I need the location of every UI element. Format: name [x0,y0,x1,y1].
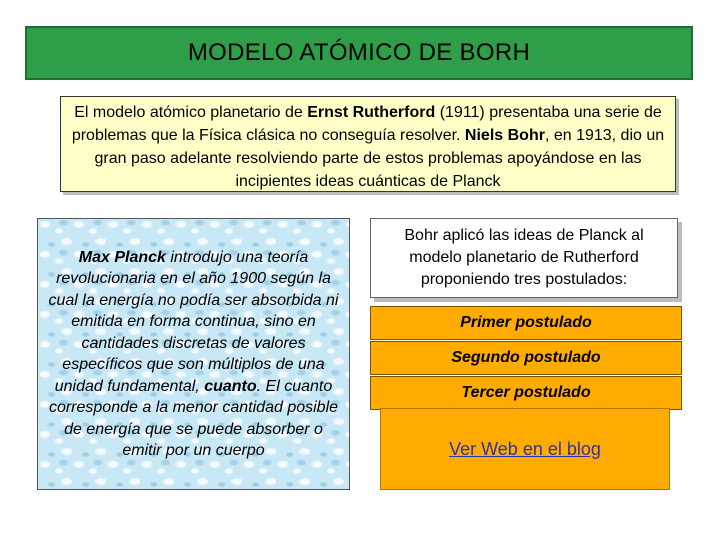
title-banner [25,26,693,80]
planck-text-1: introdujo una teoría revolucionaria en el año 1900 según la cual la energía no podía ser absorbida ni emitida en forma continua, sino en cantidades discretas de valores específicos que son múltiplos de una unidad fundamental, [48,248,339,395]
web-link-box [380,408,670,490]
page-title: MODELO ATÓMICO DE BORH [187,39,531,66]
postulate-2-button[interactable] [370,341,682,375]
intro-text-1: El modelo atómico planetario de [74,104,308,121]
postulate-1-button[interactable] [370,306,682,340]
planck-name: Max Planck [78,248,166,266]
postulate-2-label: Segundo postulado [451,349,601,366]
planck-text-2: . El cuanto corresponde a la menor cantidad posible de energía que se puede absorber o emitir por un cuerpo [48,377,339,459]
intro-text-2: (1911) presentaba una serie de problemas que la Física clásica no conseguía resolver. [71,104,662,144]
bohr-intro-text: Bohr aplicó las ideas de Planck al modelo planetario de Rutherford proponiendo tres postulados: [404,227,644,288]
intro-box [60,96,676,192]
bohr-name: Niels Bohr [464,127,545,144]
postulate-3-button[interactable] [370,376,682,410]
intro-text-3: , en 1913, dio un gran paso adelante resolviendo parte de estos problemas apoyándose en las incipientes ideas cuánticas de Planck [94,127,665,190]
planck-box [37,218,350,490]
blog-link[interactable]: Ver Web en el blog [449,438,601,459]
planck-text [46,247,341,462]
cuanto-term: cuanto [204,377,257,395]
bohr-intro-box [370,218,678,298]
rutherford-name: Ernst Rutherford [307,104,436,121]
postulate-3-label: Tercer postulado [461,384,591,401]
postulate-1-label: Primer postulado [460,314,592,331]
